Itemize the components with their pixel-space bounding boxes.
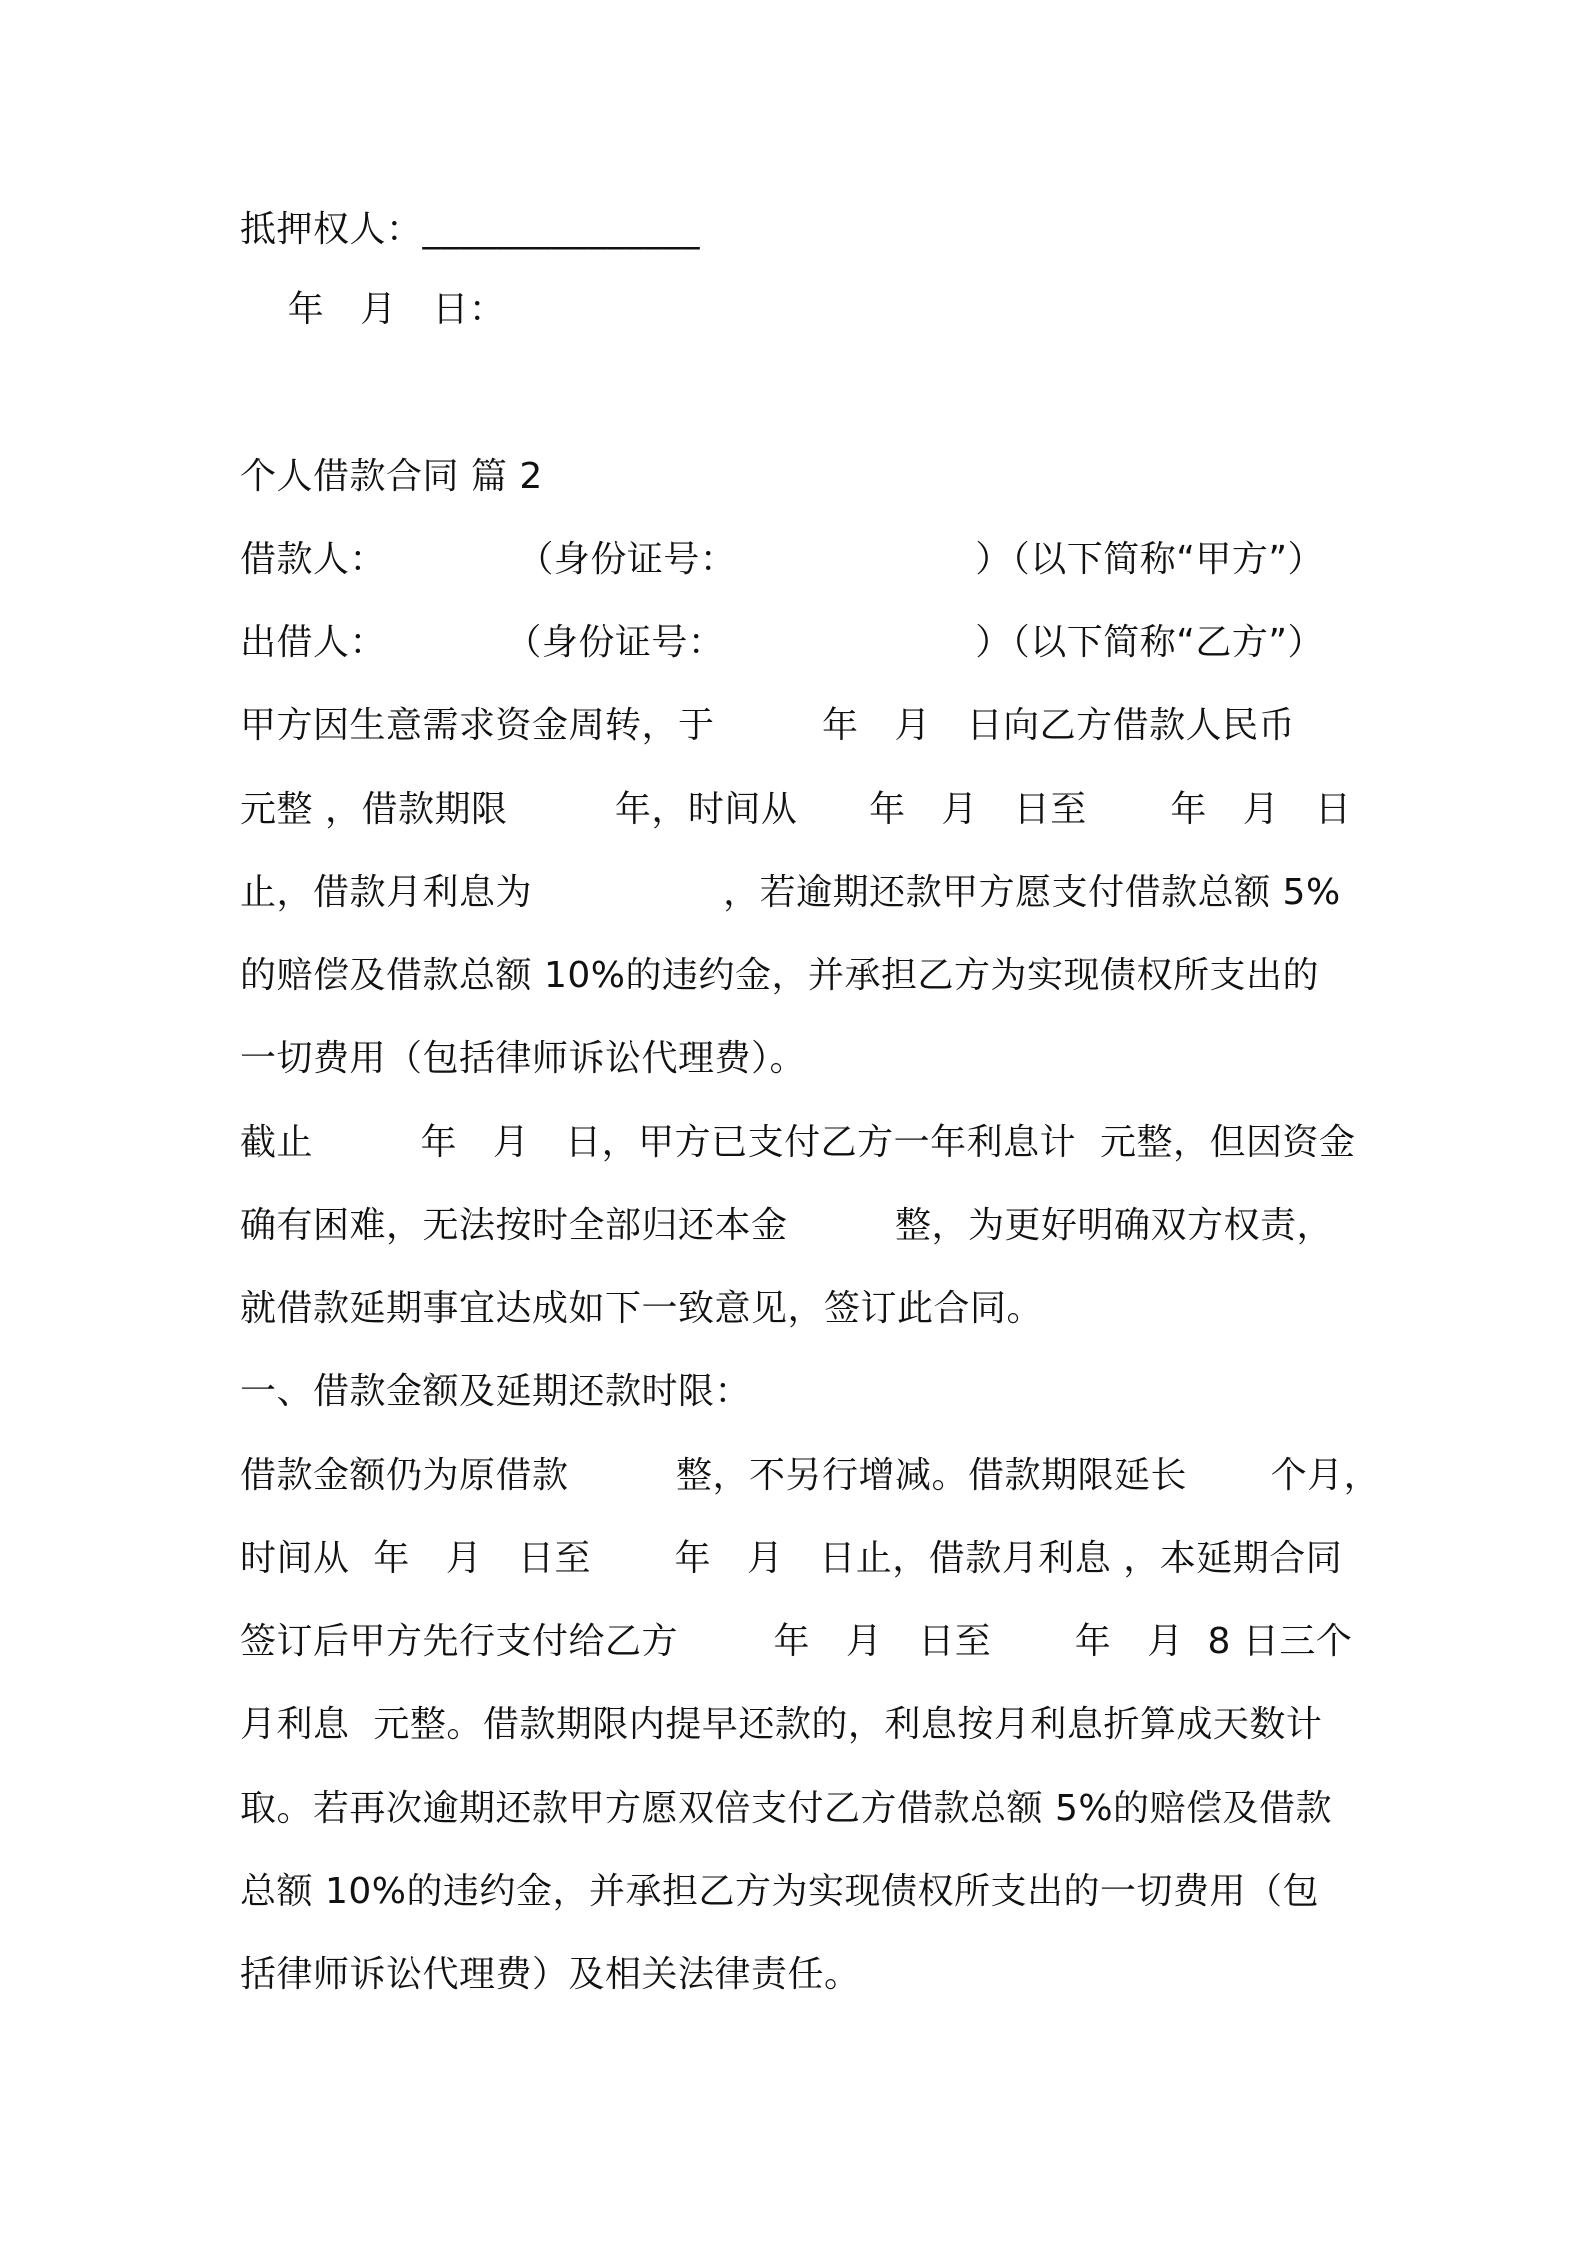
paragraph-line: 借款金额仍为原借款 整，不另行增减。借款期限延长 个月， — [240, 1455, 1381, 1496]
paragraph-line: 取。若再次逾期还款甲方愿双倍支付乙方借款总额 5%的赔偿及借款 — [240, 1788, 1333, 1829]
borrower-line: 借款人： （身份证号： ）（以下简称“甲方”） — [240, 539, 1325, 580]
paragraph-line: 月利息 元整。借款期限内提早还款的，利息按月利息折算成天数计 — [240, 1704, 1323, 1745]
contract-title: 个人借款合同 篇 2 — [240, 456, 543, 497]
lender-line: 出借人： （身份证号： ）（以下简称“乙方”） — [240, 622, 1325, 663]
paragraph-line: 一切费用（包括律师诉讼代理费）。 — [240, 1038, 807, 1079]
paragraph-line: 元整 ，借款期限 年，时间从 年 月 日至 年 月 日 — [240, 789, 1352, 830]
mortgagee-signature-line: 抵押权人：_______________ — [240, 209, 701, 250]
section-heading: 一、借款金额及延期还款时限： — [240, 1371, 752, 1412]
paragraph-line: 甲方因生意需求资金周转，于 年 月 日向乙方借款人民币 — [240, 705, 1296, 746]
paragraph-line: 时间从 年 月 日至 年 月 日止，借款月利息 ，本延期合同 — [240, 1538, 1343, 1579]
paragraph-line: 的赔偿及借款总额 10%的违约金，并承担乙方为实现债权所支出的 — [240, 955, 1319, 996]
paragraph-line: 截止 年 月 日，甲方已支付乙方一年利息计 元整，但因资金 — [240, 1122, 1356, 1163]
paragraph-line: 括律师诉讼代理费）及相关法律责任。 — [240, 1954, 861, 1995]
paragraph-line: 止，借款月利息为 ，若逾期还款甲方愿支付借款总额 5% — [240, 872, 1341, 913]
paragraph-line: 总额 10%的违约金，并承担乙方为实现债权所支出的一切费用（包 — [240, 1871, 1319, 1912]
paragraph-line: 确有困难，无法按时全部归还本金 整，为更好明确双方权责， — [240, 1205, 1333, 1246]
paragraph-line: 签订后甲方先行支付给乙方 年 月 日至 年 月 8 日三个 — [240, 1621, 1353, 1662]
signature-date-line: 年 月 日： — [240, 289, 506, 330]
paragraph-line: 就借款延期事宜达成如下一致意见，签订此合同。 — [240, 1288, 1044, 1329]
